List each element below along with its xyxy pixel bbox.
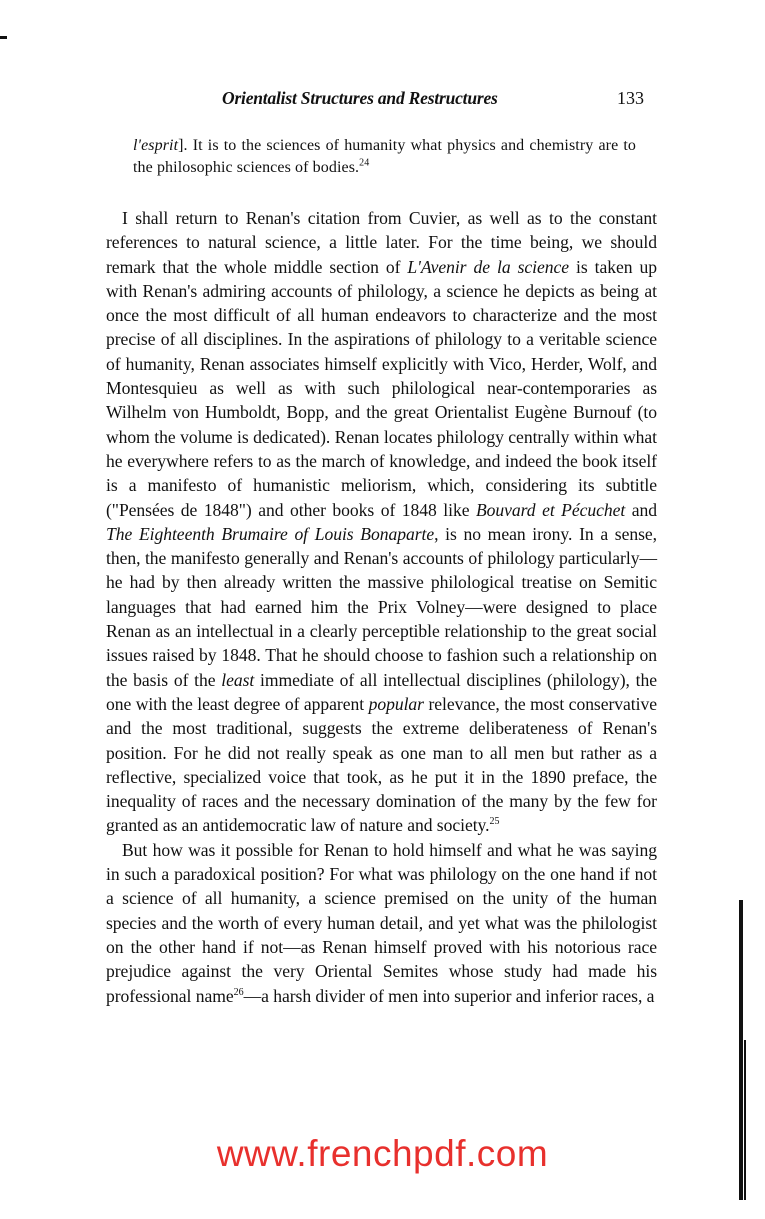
footnote-ref-25: 25 bbox=[489, 816, 500, 828]
paragraph2-text-1: But how was it possible for Renan to hold himself and what he was saying in such a paradoxical position? For what was philology on the one hand if not a science of all humanity, a science premised on the unity of the human species and the worth of every human detail, and yet what was the philologist on the other hand if not—as Renan himself proved with his notorious race prejudice against the very Oriental Semites whose study had made his professional name bbox=[106, 839, 657, 1006]
paragraph-paradox bbox=[106, 838, 657, 1008]
paragraph1-text-5: immediate of all intellectual disciplines (philology), the one with the least degree of apparent bbox=[106, 669, 658, 714]
title-bouvard-et-pecuchet: Bouvard et Pécuchet bbox=[475, 499, 626, 520]
body-text bbox=[106, 206, 657, 1008]
running-head bbox=[0, 88, 765, 112]
paragraph1-text-3: and bbox=[625, 499, 657, 520]
block-quote bbox=[133, 135, 636, 178]
paragraph1-text-2: is taken up with Renan's admiring accounts of philology, a science he depicts as being at once the most difficult of all human endeavors to characterize and the most precise of all disciplines. In the aspirations of philology to a veritable science of humanity, Renan associates himself explicitly with Vico, Herder, Wolf, and Montesquieu as well as with such philological near-contemporaries as Wilhelm von Humboldt, Bopp, and the great Orientalist Eugène Burnouf (to whom the volume is dedicated). Renan locates philology centrally within what he everywhere refers to as the march of knowledge, and indeed the book itself is a manifesto of humanistic meliorism, which, considering its subtitle ("Pensées de 1848") and other books of 1848 like bbox=[106, 256, 657, 520]
paragraph-renan-philology bbox=[106, 206, 657, 838]
quote-text: ]. It is to the sciences of humanity what physics and chemistry are to the philosophic sciences of bodies. bbox=[133, 137, 636, 176]
page-number: 133 bbox=[617, 88, 644, 108]
paragraph1-text-1: I shall return to Renan's citation from Cuvier, as well as to the constant references to natural science, a little later. For the time being, we should remark that the whole middle section of bbox=[106, 208, 657, 277]
title-avenir-de-la-science: L'Avenir de la science bbox=[407, 256, 569, 277]
quote-term-esprit: l'esprit bbox=[133, 137, 179, 154]
paragraph2-text-2: —a harsh divider of men into superior and inferior races, a bbox=[243, 985, 655, 1006]
running-title: Orientalist Structures and Restructures bbox=[222, 88, 498, 108]
paragraph1-text-6: relevance, the most conservative and the most traditional, suggests the extreme deliberateness of Renan's position. For he did not really speak as one man to all men but rather as a reflective, specialized voice that took, as he put it in the 1890 preface, the inequality of races and the necessary domination of the many by the few for granted as an antidemocratic law of nature and society. bbox=[106, 693, 657, 836]
footnote-ref-26: 26 bbox=[233, 986, 244, 998]
scan-corner-mark bbox=[0, 36, 7, 39]
emphasis-least: least bbox=[221, 669, 255, 690]
scan-edge-shadow-secondary bbox=[744, 1040, 746, 1200]
emphasis-popular: popular bbox=[368, 693, 424, 714]
title-eighteenth-brumaire: The Eighteenth Brumaire of Louis Bonaparte bbox=[106, 523, 435, 544]
footnote-ref-24: 24 bbox=[359, 157, 370, 169]
paragraph1-text-4: , is no mean irony. In a sense, then, the manifesto generally and Renan's accounts of philology particularly—he had by then already written the massive philological treatise on Semitic languages that had earned him the Prix Volney—were designed to place Renan as an intellectual in a clearly perceptible relationship to the great social issues raised by 1848. That he should choose to fashion such a relationship on the basis of the bbox=[106, 523, 657, 690]
watermark-url: www.frenchpdf.com bbox=[216, 1133, 549, 1174]
